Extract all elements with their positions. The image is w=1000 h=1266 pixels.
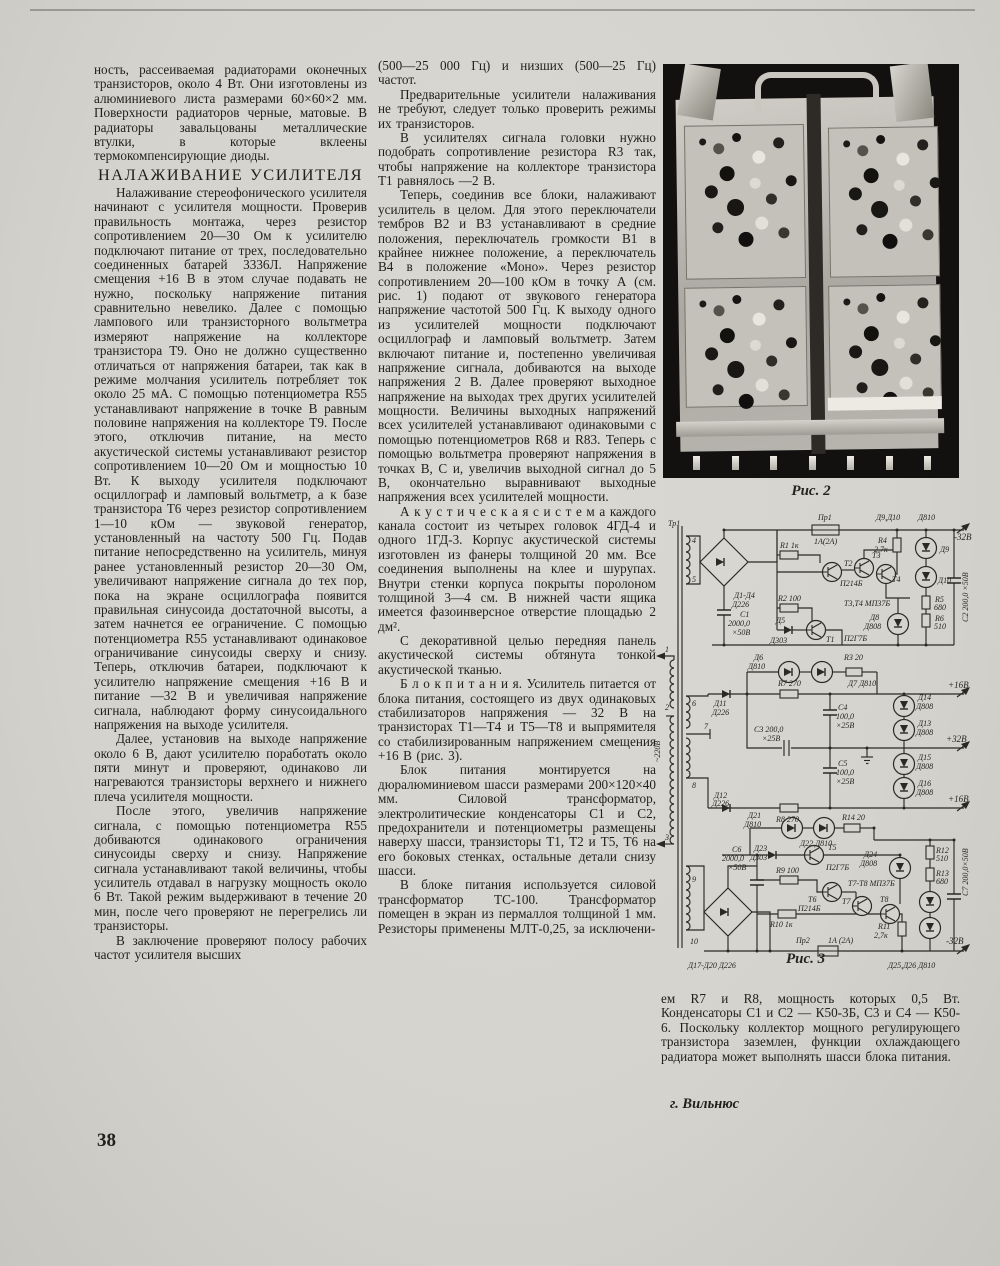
schematic-label: 510 [936,854,948,863]
schematic-label: Д810 [744,820,762,829]
figure-3-schematic [652,510,982,975]
circuit-board [828,126,940,278]
paragraph: Теперь, соединив все блоки, налаживают усилитель в целом. Для этого переключатели тембров В2 и В3 устанавливают в средние положения, переключатель громкости В1 в крайнее нижнее положение, а переключатель В4 в положение «Моно». Через резистор сопротивлением 20—100 кОм в точку А (см. рис. 1) подают от звукового генератора напряжение частотой 500 Гц. К выходу одного из усилителей мощности подключают осциллограф и ламповый вольтметр. Затем включают питание и, постепенно увеличивая напряжение сигнала, добиваются на выходе напряжения 2 В. Далее проверяют выходное напряжение на выходах трех других усилителей мощности. Величины выходных напряжений всех усилителей устанавливают одинаковыми с помощью потенциометров R68 и R83. Теперь с помощью вольтметра проверяют напряжения в точках В, С и, увеличив выходной сигнал до 5 В, окончательно выравнивают выходные напряжения всех усилителей мощности. [378,187,656,505]
schematic-label: R7 270 [778,679,801,688]
schematic-label: Т1 [826,635,835,644]
scan-artifact-line [30,9,975,11]
schematic-label: Д12 [714,791,728,800]
figure-2-caption: Рис. 2 [791,483,831,499]
schematic-label: ×25В [762,734,781,743]
circuit-board [828,284,942,406]
circuit-board [684,124,806,280]
component-blobs [843,298,850,305]
schematic-label: Т4 [892,575,901,584]
section-heading: НАЛАЖИВАНИЕ УСИЛИТЕЛЯ [97,164,364,184]
chassis-clamp [890,64,935,122]
amplifier-chassis [676,96,939,452]
schematic-label: R11 [878,922,891,931]
schematic-label: С3 200,0 [754,725,784,734]
schematic-label: Д226 [712,799,730,808]
schematic-label: 7 [704,722,708,731]
schematic-label: ~220В [653,740,662,762]
schematic-label: R8 270 [776,815,799,824]
schematic-label: Т7-Т8 МП37Б [848,879,895,888]
schematic-label: +16В [948,680,969,690]
schematic-label: Д226 [712,708,730,717]
schematic-label: 510 [934,622,946,631]
paragraph: Блок питания монтируется на дюралюминиевом шасси размерами 200×120×40 мм. Силовой трансформатор, электролитические конденсаторы С1 и С2, предохранители и потенциометры размещены наверху шасси, транзисторы Т1, Т2 и Т5, Т6 на его боковых стенках, остальные детали снизу шасси. [378,762,656,878]
schematic-label: R12 [936,846,949,855]
paragraph: В усилителях сигнала головки нужно подобрать сопротивление резистора R3 так, чтобы напряжение на коллекторе транзистора Т1 равнялось —2 В. [378,129,656,188]
schematic-label: 1А (2А) [828,936,854,945]
schematic-label: ×50В [732,628,751,637]
schematic-label: Пр1 [818,513,832,522]
schematic-label: R5 [935,595,944,604]
schematic-label: Т8 [880,895,889,904]
schematic-label: Тр1 [668,519,681,528]
schematic-label: Д808 [864,622,882,631]
schematic-label: 100,0 [836,768,854,777]
paragraph: Далее, установив на выходе напряжение около 6 В, дают усилителю поработать около пяти минут и проверяют, одинаково ли нагреваются транзисторы верхнего и нижнего плеча усилителя мощности. [94,731,367,804]
chassis-center-bar [806,94,825,454]
schematic-label: Д5 [776,616,786,625]
schematic-label: Д10 [938,576,952,585]
paragraph: Б л о к п и т а н и я. Усилитель питается от блока питания, состоящего из двух одинаковых стабилизаторов напряжения — 32 В на транзисторах Т1—Т4 и Т5—Т8 и выпрямителя со стабилизированным напряжением смещения +16 В (рис. 3). [378,676,656,763]
schematic-label: Д24 [864,850,878,859]
schematic-label: Д7 Д810 [848,679,877,688]
schematic-label: R9 100 [776,866,799,875]
schematic-label: Д808 [916,702,934,711]
schematic-label: С5 [838,759,848,768]
schematic-label: Д14 [918,693,932,702]
schematic-label: 680 [936,877,948,886]
schematic-label: Д23 [754,844,768,853]
paragraph: ность, рассеиваемая радиаторами оконечных транзисторов, около 4 Вт. Они изготовлены из алюминиевого листа размерами 60×60×2 мм. Поверхности радиаторов черные, матовые. В радиаторы завальцованы металлические втулки, в которые вклеены термокомпенсирующие диоды. [94,63,367,164]
schematic-label: Д303 [770,636,788,645]
schematic-label: 10 [690,937,698,946]
middle-column [378,59,656,1147]
figure-2-photo [663,64,959,478]
schematic-label: 4 [692,536,696,545]
schematic-label: R6 [935,614,944,623]
paragraph: В блоке питания используется силовой трансформатор ТС-100. Трансформатор помещен в экран из пермаллоя толщиной 1 мм. Резисторы применены МЛТ-0,25, за исключени- [378,877,656,936]
schematic-label: Т2 [844,559,853,568]
schematic-label: Д22 Д810 [800,839,833,848]
figure-3-caption: Рис. 3 [786,951,826,967]
chassis-handle [755,72,879,114]
schematic-label: 3 [665,833,669,842]
schematic-label: Д9 [940,545,950,554]
paragraph: ем R7 и R8, мощность которых 0,5 Вт. Конденсаторы С1 и С2 — К50-3Б, С3 и С4 — К50-6. Поскольку коллектор мощного регулирующего транзистора заземлен, функции охлаждающего радиатора может выполнять шасси блока питания. [661,991,960,1064]
schematic-label: Д808 [916,788,934,797]
schematic-label: С4 [838,703,848,712]
schematic-label: Д13 [918,719,932,728]
author-location: г. Вильнюс [670,1096,740,1112]
paragraph: Налаживание стереофонического усилителя начинают с усилителя мощности. Проверив правильность монтажа, через резистор сопротивлением 20—30 Ом к усилителю подключают питание от трех, последовательно соединенных батарей 3336Л. Напряжение смещения +16 В в этом случае подавать не нужно, поскольку напряжение питания сравнительно невелико. Далее с помощью лампового или транзисторного вольтметра измеряют напряжение на коллекторе транзистора Т9. Оно не должно существенно отличаться от напряжения батареи, так как в режиме молчания усилитель потребляет ток около 25 мА. С помощью потенциометра R55 устанавливают напряжение в точке В равным половине напряжения на коллекторе Т9. После этого, отключив питание, на место акустической системы устанавливают резистор сопротивлением 10—20 Ом и мощностью 10 Вт. К выходу усилителя подключают осциллограф и ламповый вольтметр, а к базе транзистора Т6 через резистор сопротивлением 1—10 кОм — звуковой генератор, установленный на частоту 500 Гц. Подав питание непосредственно на усилитель, минуя ранее установленный резистор 20—30 Ом, увеличивают напряжение сигнала до тех пор, пока на экране осциллографа появится правильная синусоида достаточной высоты, а затем начнется ее ограничение. С помощью потенциометра R55 устанавливают одинаковое ограничивание синусоиды сверху и снизу. Теперь, отключив батареи, подключают к усилителю напряжение смещения +16 В и питание —32 В и увеличивая напряжение сигнала, наблюдают форму синусоидального напряжения на выходе усилителя. [94,185,367,732]
paragraph: С декоративной целью передняя панель акустической системы обтянута тонкой акустической тканью. [378,633,656,677]
component-blobs [699,300,706,307]
schematic-label: П214Б [840,579,863,588]
schematic-label: 6 [692,699,696,708]
schematic-label: 100,0 [836,712,854,721]
schematic-label: Д8 [870,613,880,622]
circuit-board [684,286,808,408]
closing-text [661,992,960,1064]
schematic-label: Д808 [916,728,934,737]
schematic-label: Д808 [860,859,878,868]
schematic-label: П2Г7Б [826,863,850,872]
schematic-label: П214Б [798,904,821,913]
schematic-label: Д25,Д26 Д810 [888,961,936,970]
schematic-label: Д303 [750,853,768,862]
schematic-label: 2000,0 [728,619,750,628]
component-blobs [843,140,850,147]
schematic-label: 2,7к [874,545,888,554]
schematic-label: R3 20 [844,653,863,662]
schematic-label: R10 1к [770,920,793,929]
schematic-label: ×25В [836,721,855,730]
schematic-label: +16В [948,794,969,804]
schematic-label: 2000,0 [722,854,744,863]
schematic-label: Т3 [872,551,881,560]
paragraph: А к у с т и ч е с к а я с и с т е м а каждого канала состоит из четырех головок 4ГД-4 и одного 1ГД-3. Корпус акустической системы изготовлен из фанеры толщиной 20 мм. Все соединения выполнены на клее и шурупах. Внутри стенки корпуса покрыты поролоном толщиной 3—4 см. В нижней части ящика имеется фазоинверсное отверстие площадью 2 дм². [378,503,656,634]
schematic-label: ×50В [728,863,747,872]
schematic-label: Д808 [916,762,934,771]
schematic-label: 5 [692,575,696,584]
schematic-label: Д1-Д4 [734,591,755,600]
schematic-label: R2 100 [778,594,801,603]
schematic-label: 1А(2А) [814,537,838,546]
schematic-label: 9 [692,875,696,884]
schematic-label: Д9,Д10 [876,513,901,522]
schematic-label: 2 [665,703,669,712]
left-column [94,63,367,1121]
schematic-label: П2Г7Б [844,634,868,643]
schematic-label: Т3,Т4 МП37Б [844,599,891,608]
schematic-label: Т6 [808,895,817,904]
schematic-label: Д810 [748,662,766,671]
schematic-label: Д226 [732,600,750,609]
schematic-label: 1 [665,645,669,654]
schematic-label: С6 [732,845,742,854]
schematic-label: Пр2 [796,936,810,945]
schematic-label: С1 [740,610,750,619]
paragraph: Предварительные усилители налаживания не требуют, следует только проверить режимы их транзисторов. [378,86,656,131]
schematic-label: Т7 [842,897,851,906]
schematic-label: R14 20 [842,813,865,822]
component-blobs [699,138,706,145]
connector-pins [693,456,931,470]
schematic-label: Д11 [714,699,727,708]
schematic-label: С7 200,0×50В [961,848,970,896]
schematic-label: R1 1к [780,541,799,550]
schematic-label: +32В [946,734,967,744]
schematic-label: Т5 [828,843,837,852]
paragraph: В заключение проверяют полосу рабочих частот усилителя высших [94,932,367,962]
schematic-label: С2 200,0 ×50В [961,572,970,622]
schematic-label: -32В [954,532,972,542]
schematic-label: R4 [878,536,887,545]
chassis-strip [828,396,942,411]
schematic-label: Д15 [918,753,932,762]
schematic-label: Д21 [748,811,762,820]
schematic-label: Д16 [918,779,932,788]
schematic-label: R13 [936,869,949,878]
schematic-label: ×25В [836,777,855,786]
schematic-label: Д6 [754,653,764,662]
schematic-label: 8 [692,781,696,790]
page-number: 38 [97,1130,116,1151]
schematic-label: 2,7к [874,931,888,940]
schematic-label: -32В [946,936,964,946]
paragraph: После этого, увеличив напряжение сигнала, с помощью потенциометра R55 добиваются одинакового ограничения синусоиды сверху и снизу. Напряжение сигнала устанавливают такой величины, чтобы усилитель отдавал в нагрузку мощность около 6 Вт. Такой режим выдерживают в течение 20 мин, после чего проверяют не перегрелись ли транзисторы. [94,803,367,934]
paragraph: (500—25 000 Гц) и низших (500—25 Гц) частот. [378,59,656,88]
schematic-label: Д17-Д20 Д226 [688,961,736,970]
schematic-label: Д810 [918,513,936,522]
chassis-rail [676,418,944,437]
schematic-label: 680 [934,603,946,612]
